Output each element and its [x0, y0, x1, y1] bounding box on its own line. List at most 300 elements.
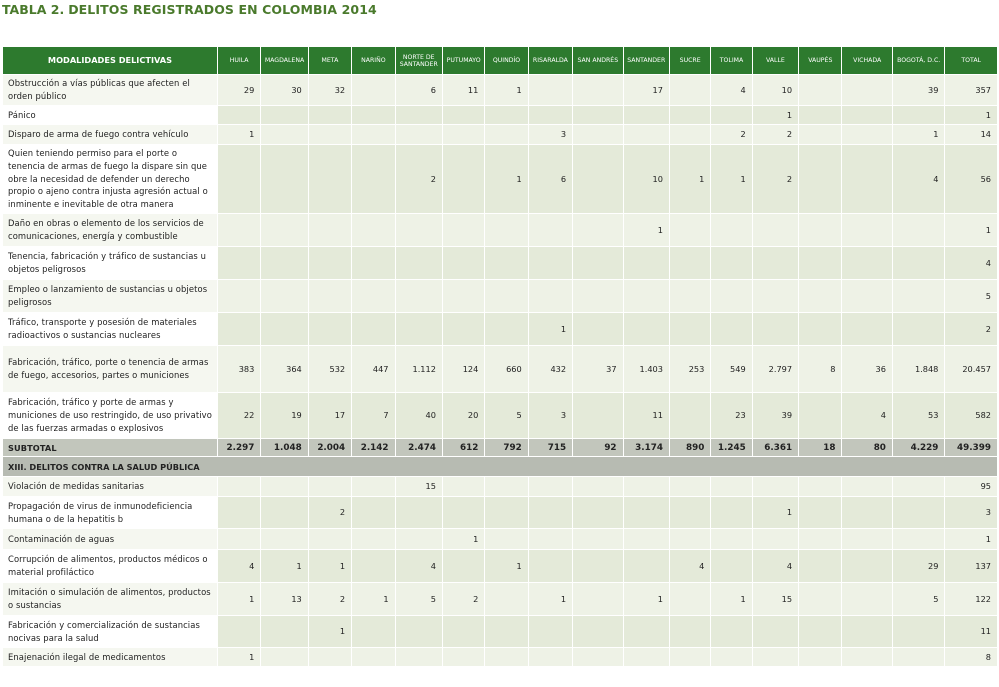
table-cell [799, 247, 842, 280]
subtotal-cell: 6.361 [752, 439, 798, 457]
table-row [3, 529, 998, 550]
row-label: Tenencia, fabricación y tráfico de sustancias u objetos peligrosos [3, 247, 218, 280]
table-cell: 1 [623, 583, 669, 616]
table-cell [573, 214, 623, 247]
table-cell [352, 550, 395, 583]
table-cell [485, 214, 528, 247]
table-cell: 3 [945, 497, 998, 529]
table-cell [892, 280, 944, 313]
table-cell: 4 [842, 393, 892, 439]
subtotal-row [3, 439, 998, 457]
table-cell: 3 [528, 125, 572, 145]
table-cell [528, 214, 572, 247]
table-cell [352, 280, 395, 313]
table-cell: 1 [217, 125, 260, 145]
table-cell [395, 106, 442, 125]
table-cell [442, 106, 484, 125]
table-cell [308, 145, 351, 214]
table-cell: 29 [217, 75, 260, 106]
table-cell [669, 214, 710, 247]
table-cell [485, 280, 528, 313]
table-cell [799, 145, 842, 214]
table-cell [573, 280, 623, 313]
table-cell [261, 247, 308, 280]
column-header: BOGOTÁ, D.C. [892, 47, 944, 75]
table-cell [395, 125, 442, 145]
table-cell [395, 497, 442, 529]
table-cell [308, 247, 351, 280]
table-cell [623, 648, 669, 667]
table-cell: 10 [752, 75, 798, 106]
table-cell [842, 75, 892, 106]
table-cell: 660 [485, 346, 528, 393]
table-cell [528, 477, 572, 497]
table-cell [711, 477, 752, 497]
row-label: Quien teniendo permiso para el porte o tenencia de armas de fuego la dispare sin que obre la necesidad de defender un derecho propio o ajeno contra injusta agresión actual o inminente e inevitable de otra manera [3, 145, 218, 214]
table-cell [261, 125, 308, 145]
table-cell [352, 75, 395, 106]
table-cell: 1 [752, 497, 798, 529]
subtotal-cell: 1.245 [711, 439, 752, 457]
table-cell: 14 [945, 125, 998, 145]
table-cell: 2 [308, 583, 351, 616]
table-cell [442, 477, 484, 497]
table-cell [842, 477, 892, 497]
table-cell [711, 550, 752, 583]
column-header: SANTANDER [623, 47, 669, 75]
table-row [3, 346, 998, 393]
table-cell: 11 [623, 393, 669, 439]
column-header: NORTE DE SANTANDER [395, 47, 442, 75]
table-cell [573, 616, 623, 648]
table-cell [395, 313, 442, 346]
table-cell [711, 648, 752, 667]
table-cell [711, 313, 752, 346]
table-cell [261, 280, 308, 313]
table-row [3, 497, 998, 529]
table-row [3, 616, 998, 648]
table-cell [752, 616, 798, 648]
table-cell [799, 550, 842, 583]
table-cell [217, 214, 260, 247]
subtotal-cell: 92 [573, 439, 623, 457]
column-header: SUCRE [669, 47, 710, 75]
table-cell [261, 145, 308, 214]
table-cell: 36 [842, 346, 892, 393]
crimes-table [2, 46, 998, 667]
row-label: Obstrucción a vías públicas que afecten el orden público [3, 75, 218, 106]
table-cell: 1 [308, 550, 351, 583]
table-cell [573, 648, 623, 667]
table-title [2, 2, 377, 18]
table-cell [573, 247, 623, 280]
row-label: Contaminación de aguas [3, 529, 218, 550]
table-cell: 5 [395, 583, 442, 616]
table-cell [485, 247, 528, 280]
table-cell: 1 [711, 583, 752, 616]
row-label: Enajenación ilegal de medicamentos [3, 648, 218, 667]
subtotal-cell: 18 [799, 439, 842, 457]
table-cell [669, 648, 710, 667]
table-cell [573, 145, 623, 214]
row-label: Violación de medidas sanitarias [3, 477, 218, 497]
table-cell [892, 106, 944, 125]
table-cell [395, 280, 442, 313]
section-title: XIII. DELITOS CONTRA LA SALUD PÚBLICA [3, 457, 998, 477]
table-cell: 1 [217, 583, 260, 616]
column-header: MAGDALENA [261, 47, 308, 75]
table-cell: 4 [892, 145, 944, 214]
subtotal-cell: 80 [842, 439, 892, 457]
table-cell [261, 648, 308, 667]
table-cell [261, 313, 308, 346]
table-cell [892, 214, 944, 247]
table-cell: 13 [261, 583, 308, 616]
table-cell [352, 247, 395, 280]
table-cell: 20.457 [945, 346, 998, 393]
table-cell [669, 125, 710, 145]
table-cell: 5 [892, 583, 944, 616]
table-cell [623, 247, 669, 280]
table-cell: 1 [752, 106, 798, 125]
table-cell [799, 648, 842, 667]
column-header: VAUPÉS [799, 47, 842, 75]
table-row [3, 313, 998, 346]
table-cell [573, 550, 623, 583]
table-cell: 1.112 [395, 346, 442, 393]
table-cell: 1.403 [623, 346, 669, 393]
table-cell: 32 [308, 75, 351, 106]
table-cell [308, 106, 351, 125]
table-cell [261, 106, 308, 125]
table-cell [573, 125, 623, 145]
table-cell: 2 [752, 125, 798, 145]
table-cell: 1 [945, 214, 998, 247]
table-cell: 124 [442, 346, 484, 393]
table-cell [352, 497, 395, 529]
table-cell [669, 529, 710, 550]
table-cell: 2 [752, 145, 798, 214]
column-header: META [308, 47, 351, 75]
table-cell [217, 106, 260, 125]
table-cell [892, 529, 944, 550]
table-cell [623, 550, 669, 583]
table-cell [799, 214, 842, 247]
column-header: QUINDÍO [485, 47, 528, 75]
table-cell [261, 616, 308, 648]
table-cell [669, 247, 710, 280]
table-cell [669, 616, 710, 648]
table-cell: 432 [528, 346, 572, 393]
table-cell [623, 125, 669, 145]
table-cell [892, 497, 944, 529]
table-cell: 1 [352, 583, 395, 616]
table-cell [892, 313, 944, 346]
table-cell [752, 280, 798, 313]
table-cell [842, 247, 892, 280]
table-cell: 15 [395, 477, 442, 497]
table-cell [573, 497, 623, 529]
table-cell [528, 648, 572, 667]
table-cell [623, 280, 669, 313]
section-header-row [3, 457, 998, 477]
table-cell: 253 [669, 346, 710, 393]
subtotal-cell: 3.174 [623, 439, 669, 457]
table-cell [842, 125, 892, 145]
table-cell [217, 247, 260, 280]
table-cell [485, 648, 528, 667]
table-cell: 1 [308, 616, 351, 648]
row-label: Propagación de virus de inmunodeficiencia humana o de la hepatitis b [3, 497, 218, 529]
table-cell: 23 [711, 393, 752, 439]
table-cell [573, 477, 623, 497]
table-cell: 95 [945, 477, 998, 497]
table-cell: 2 [945, 313, 998, 346]
table-cell: 39 [752, 393, 798, 439]
table-cell [711, 214, 752, 247]
table-cell [842, 616, 892, 648]
table-cell [573, 313, 623, 346]
table-cell: 1 [485, 75, 528, 106]
table-cell [842, 550, 892, 583]
table-cell: 19 [261, 393, 308, 439]
table-cell [352, 145, 395, 214]
table-cell: 1 [945, 529, 998, 550]
table-cell [799, 616, 842, 648]
table-row [3, 125, 998, 145]
table-row [3, 75, 998, 106]
table-cell [261, 529, 308, 550]
table-cell [573, 106, 623, 125]
table-cell [799, 497, 842, 529]
table-cell [623, 616, 669, 648]
table-cell [261, 477, 308, 497]
table-cell: 122 [945, 583, 998, 616]
table-cell [711, 529, 752, 550]
table-cell [842, 106, 892, 125]
table-cell [892, 477, 944, 497]
table-cell: 2.797 [752, 346, 798, 393]
table-cell [528, 280, 572, 313]
table-cell [711, 247, 752, 280]
table-cell [892, 616, 944, 648]
table-cell [528, 106, 572, 125]
table-cell [799, 106, 842, 125]
table-number: TABLA 2. [2, 2, 65, 17]
subtotal-cell: 2.004 [308, 439, 351, 457]
table-cell [669, 477, 710, 497]
table-cell [669, 393, 710, 439]
table-cell [842, 145, 892, 214]
column-header-modalidades: MODALIDADES DELICTIVAS [3, 47, 218, 75]
subtotal-cell: 49.399 [945, 439, 998, 457]
table-cell [623, 313, 669, 346]
table-cell [669, 280, 710, 313]
table-cell [352, 214, 395, 247]
table-cell: 4 [669, 550, 710, 583]
table-cell [352, 106, 395, 125]
table-cell: 1 [711, 145, 752, 214]
row-label: Daño en obras o elemento de los servicios de comunicaciones, energía y combustible [3, 214, 218, 247]
table-cell: 1 [442, 529, 484, 550]
table-cell: 364 [261, 346, 308, 393]
table-row [3, 214, 998, 247]
table-cell [842, 529, 892, 550]
table-cell [669, 497, 710, 529]
table-cell [799, 393, 842, 439]
table-cell [442, 313, 484, 346]
row-label: Fabricación, tráfico y porte de armas y municiones de uso restringido, de uso privativo de las fuerzas armadas o explosivos [3, 393, 218, 439]
table-cell [442, 616, 484, 648]
table-cell [395, 247, 442, 280]
table-cell: 357 [945, 75, 998, 106]
table-cell [442, 247, 484, 280]
table-cell: 6 [528, 145, 572, 214]
table-cell: 2 [395, 145, 442, 214]
table-cell [485, 313, 528, 346]
table-cell [352, 529, 395, 550]
table-cell [528, 529, 572, 550]
table-cell [308, 529, 351, 550]
table-cell [573, 529, 623, 550]
table-cell [752, 214, 798, 247]
table-cell [799, 75, 842, 106]
table-cell [485, 477, 528, 497]
table-cell [308, 280, 351, 313]
table-cell [217, 145, 260, 214]
table-cell [485, 616, 528, 648]
table-cell [752, 313, 798, 346]
subtotal-cell: 890 [669, 439, 710, 457]
row-label: Fabricación, tráfico, porte o tenencia de armas de fuego, accesorios, partes o municiones [3, 346, 218, 393]
table-cell: 17 [623, 75, 669, 106]
table-cell: 37 [573, 346, 623, 393]
table-cell [217, 497, 260, 529]
table-cell [261, 214, 308, 247]
table-cell [528, 616, 572, 648]
table-cell [892, 648, 944, 667]
column-header: TOLIMA [711, 47, 752, 75]
table-cell [442, 648, 484, 667]
column-header: TOTAL [945, 47, 998, 75]
table-cell [352, 648, 395, 667]
table-cell: 8 [945, 648, 998, 667]
table-cell [217, 529, 260, 550]
table-cell [799, 125, 842, 145]
table-cell [669, 313, 710, 346]
table-cell: 30 [261, 75, 308, 106]
row-label: Empleo o lanzamiento de sustancias u objetos peligrosos [3, 280, 218, 313]
table-row [3, 583, 998, 616]
table-cell: 1 [528, 583, 572, 616]
table-cell: 11 [442, 75, 484, 106]
table-cell [395, 529, 442, 550]
table-cell [842, 280, 892, 313]
table-cell [485, 497, 528, 529]
table-cell: 6 [395, 75, 442, 106]
table-cell: 15 [752, 583, 798, 616]
table-cell: 39 [892, 75, 944, 106]
table-cell [352, 477, 395, 497]
column-header: HUILA [217, 47, 260, 75]
table-row [3, 648, 998, 667]
table-cell [442, 125, 484, 145]
row-label: Imitación o simulación de alimentos, productos o sustancias [3, 583, 218, 616]
table-cell: 1 [261, 550, 308, 583]
table-cell [842, 214, 892, 247]
subtotal-cell: 2.297 [217, 439, 260, 457]
table-cell [395, 616, 442, 648]
table-row [3, 145, 998, 214]
table-cell [669, 106, 710, 125]
table-cell [485, 583, 528, 616]
table-cell [711, 280, 752, 313]
table-cell: 20 [442, 393, 484, 439]
table-cell: 1 [528, 313, 572, 346]
table-cell [352, 616, 395, 648]
table-cell [752, 477, 798, 497]
table-cell [573, 393, 623, 439]
table-cell [528, 550, 572, 583]
table-cell: 10 [623, 145, 669, 214]
table-cell: 5 [485, 393, 528, 439]
row-label: Tráfico, transporte y posesión de materiales radioactivos o sustancias nucleares [3, 313, 218, 346]
table-cell: 4 [217, 550, 260, 583]
table-cell: 8 [799, 346, 842, 393]
table-cell [752, 648, 798, 667]
table-cell [217, 477, 260, 497]
subtotal-cell: 4.229 [892, 439, 944, 457]
table-cell: 137 [945, 550, 998, 583]
table-cell: 17 [308, 393, 351, 439]
table-cell [485, 529, 528, 550]
table-cell [573, 75, 623, 106]
table-cell: 1 [623, 214, 669, 247]
table-cell [352, 313, 395, 346]
subtotal-cell: 2.474 [395, 439, 442, 457]
subtotal-cell: 2.142 [352, 439, 395, 457]
table-row [3, 280, 998, 313]
table-cell [442, 214, 484, 247]
table-cell: 29 [892, 550, 944, 583]
subtotal-cell: 792 [485, 439, 528, 457]
table-cell: 2 [308, 497, 351, 529]
table-cell: 549 [711, 346, 752, 393]
table-cell: 5 [945, 280, 998, 313]
table-cell [892, 247, 944, 280]
table-cell [842, 648, 892, 667]
table-cell [842, 583, 892, 616]
column-header: SAN ANDRÉS [573, 47, 623, 75]
table-row [3, 106, 998, 125]
table-cell: 1 [217, 648, 260, 667]
row-label: Disparo de arma de fuego contra vehículo [3, 125, 218, 145]
table-cell [442, 145, 484, 214]
table-cell [752, 247, 798, 280]
table-cell [217, 313, 260, 346]
column-header: NARIÑO [352, 47, 395, 75]
table-cell [308, 125, 351, 145]
table-cell: 1 [485, 145, 528, 214]
table-cell [485, 106, 528, 125]
table-cell [799, 280, 842, 313]
table-cell: 4 [752, 550, 798, 583]
table-cell [308, 214, 351, 247]
table-cell: 4 [945, 247, 998, 280]
table-cell: 56 [945, 145, 998, 214]
table-cell: 582 [945, 393, 998, 439]
table-cell [528, 247, 572, 280]
